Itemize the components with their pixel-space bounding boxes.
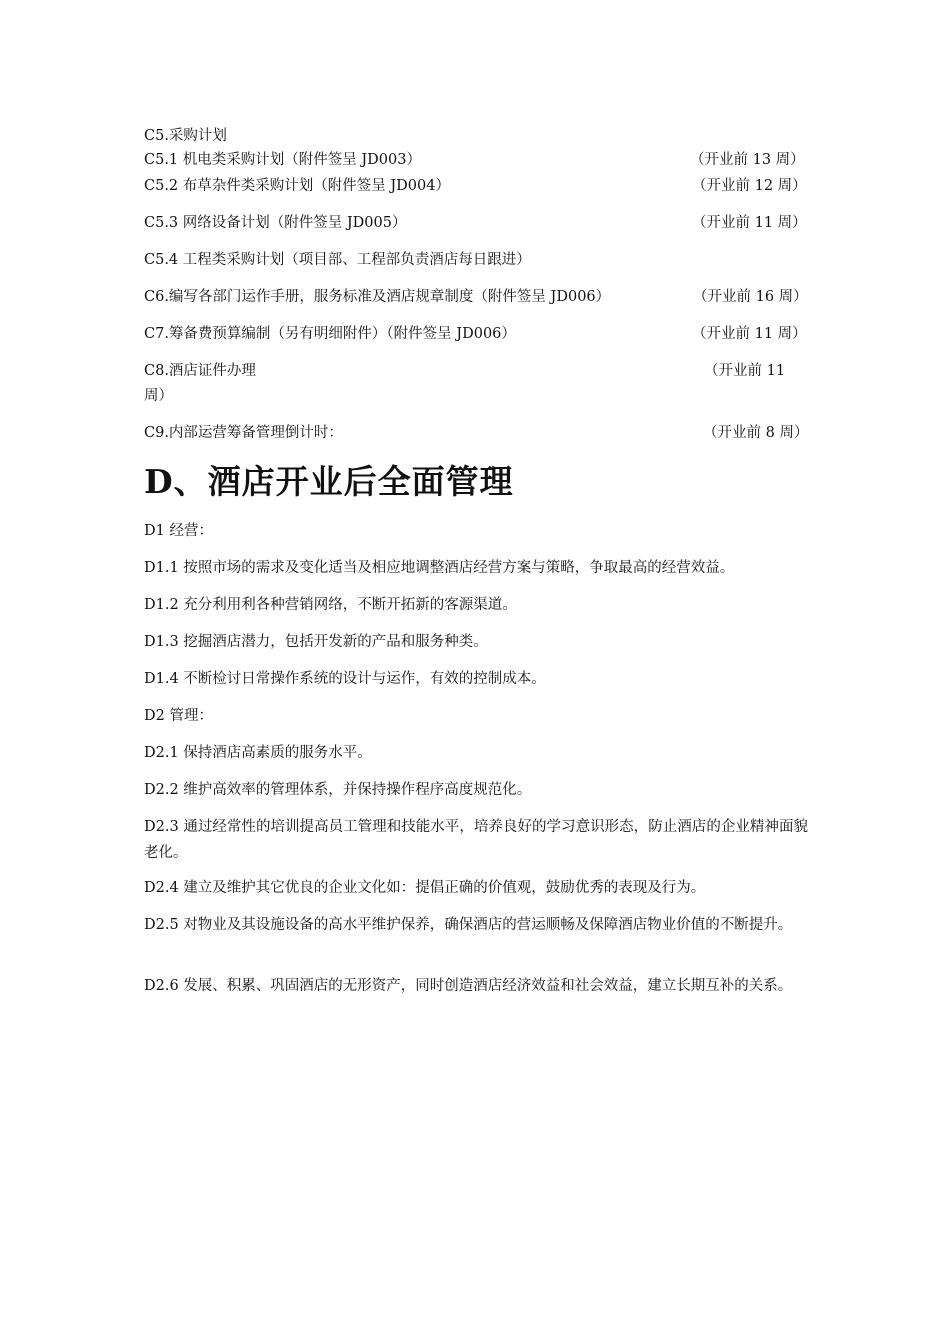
- c7-deadline: （开业前 11 周）: [692, 326, 807, 342]
- d1-item: D1.4 不断检讨日常操作系统的设计与运作，有效的控制成本。: [144, 671, 546, 687]
- procurement-item-text: C5.4 工程类采购计划（项目部、工程部负责酒店每日跟进）: [144, 252, 531, 268]
- d1-item: D1.2 充分利用利各种营销网络，不断开拓新的客源渠道。: [144, 597, 517, 613]
- c9-text: C9.内部运营筹备管理倒计时：: [144, 425, 343, 441]
- d1-item: D1.3 挖掘酒店潜力，包括开发新的产品和服务种类。: [144, 634, 488, 650]
- c8-text: C8.酒店证件办理: [144, 363, 256, 379]
- procurement-item-text: C5.2 布草杂件类采购计划（附件签呈 JD004）: [144, 178, 450, 194]
- procurement-item-deadline: （开业前 12 周）: [692, 178, 807, 194]
- procurement-item-text: C5.3 网络设备计划（附件签呈 JD005）: [144, 215, 407, 231]
- d2-title: D2 管理：: [144, 708, 213, 724]
- procurement-item-deadline: （开业前 13 周）: [690, 152, 805, 168]
- d2-item: D2.3 通过经常性的培训提高员工管理和技能水平，培养良好的学习意识形态，防止酒店的企业精神面貌老化。: [144, 819, 808, 861]
- d2-item: D2.1 保持酒店高素质的服务水平。: [144, 745, 372, 761]
- d1-title: D1 经营：: [144, 523, 213, 539]
- c8-deadline-wrap: 周）: [144, 388, 173, 404]
- c8-deadline: （开业前 11: [704, 363, 786, 379]
- c6-text: C6.编写各部门运作手册，服务标准及酒店规章制度（附件签呈 JD006）: [144, 289, 611, 305]
- c9-deadline: （开业前 8 周）: [703, 425, 809, 441]
- c6-deadline: （开业前 16 周）: [693, 289, 808, 305]
- procurement-title: C5.采购计划: [144, 128, 227, 144]
- d2-item: D2.4 建立及维护其它优良的企业文化如：提倡正确的价值观，鼓励优秀的表现及行为。: [144, 880, 706, 896]
- c7-text: C7.筹备费预算编制（另有明细附件）（附件签呈 JD006）: [144, 326, 516, 342]
- d2-item: D2.6 发展、积累、巩固酒店的无形资产，同时创造酒店经济效益和社会效益，建立长期互补的关系。: [144, 978, 793, 994]
- procurement-item-text: C5.1 机电类采购计划（附件签呈 JD003）: [144, 152, 421, 168]
- d2-item: D2.2 维护高效率的管理体系，并保持操作程序高度规范化。: [144, 782, 532, 798]
- procurement-item-deadline: （开业前 11 周）: [692, 215, 807, 231]
- section-d-heading: D、酒店开业后全面管理: [144, 462, 514, 501]
- d1-item: D1.1 按照市场的需求及变化适当及相应地调整酒店经营方案与策略，争取最高的经营效益。: [144, 560, 735, 576]
- d2-item: D2.5 对物业及其设施设备的高水平维护保养，确保酒店的营运顺畅及保障酒店物业价值的不断提升。: [144, 917, 793, 933]
